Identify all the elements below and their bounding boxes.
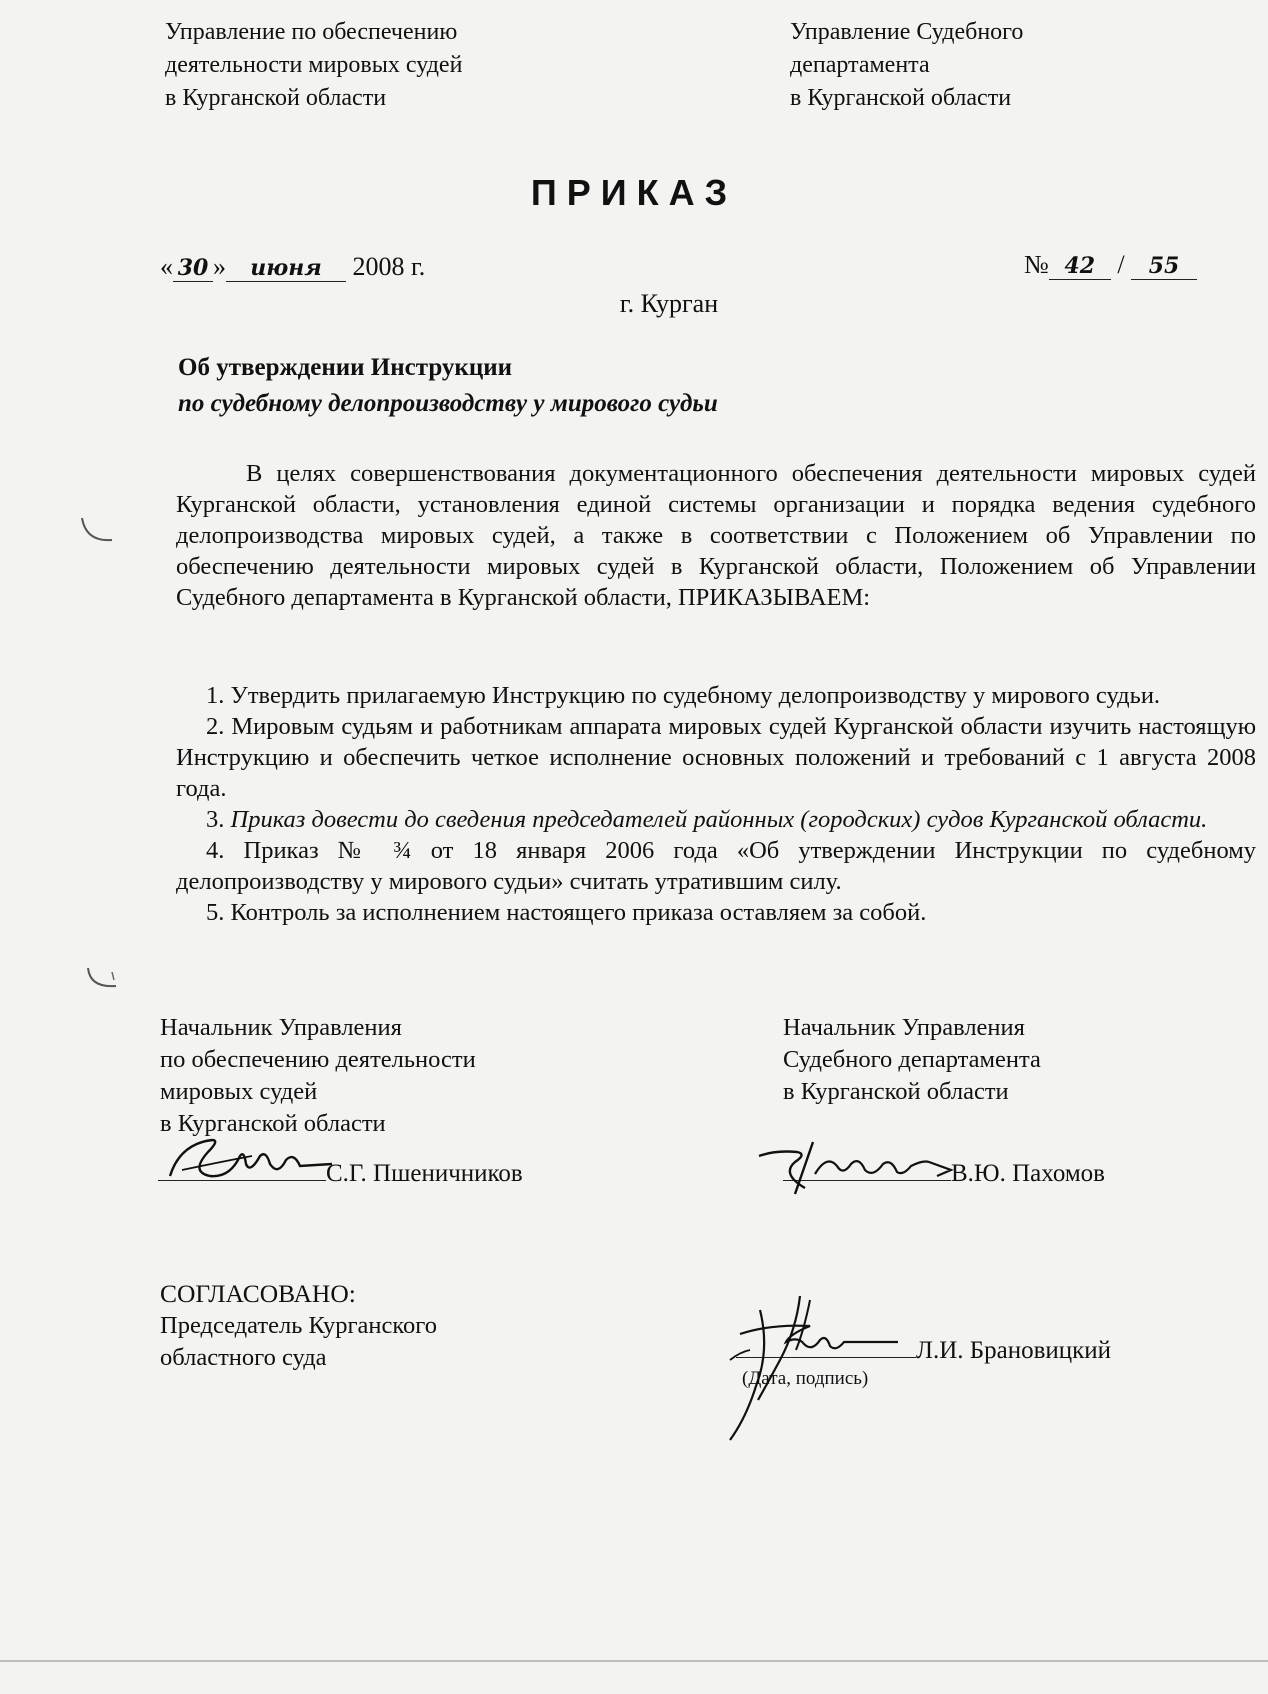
header-right-line-3: в Курганской области <box>790 85 1012 111</box>
signature-blank <box>158 1180 326 1181</box>
signature-blank <box>736 1357 916 1358</box>
date-close-quote: » <box>213 252 226 281</box>
approval-title-2: областного суда <box>160 1344 327 1371</box>
item-text: Контроль за исполнением настоящего приказа оставляем за собой. <box>230 899 927 926</box>
left-signer-title-1: Начальник Управления <box>160 1014 402 1041</box>
number-first-handwritten: 42 <box>1049 253 1111 280</box>
right-signer-title-2: Судебного департамента <box>783 1046 1041 1073</box>
item-text: Мировым судьям и работникам аппарата мировых судей Курганской области изучить настоящую Инструкцию и обеспечить четкое исполнение основных положений и требований с 1 августа 2008 года. <box>176 713 1257 802</box>
left-signer-title-4: в Курганской области <box>160 1110 386 1137</box>
signature-block-left <box>160 1012 476 1140</box>
number-prefix: № <box>1024 250 1049 279</box>
hole-punch-mark <box>78 512 118 552</box>
approval-heading: СОГЛАСОВАНО: <box>160 1279 356 1308</box>
document-number <box>1024 250 1197 280</box>
left-signer-title-2: по обеспечению деятельности <box>160 1046 476 1073</box>
item-number: 3. <box>206 806 225 833</box>
header-left-line-1: Управление по обеспечению <box>165 19 458 45</box>
header-right-line-2: департамента <box>790 52 930 78</box>
header-right-organization <box>790 16 1023 115</box>
approver-name: Л.И. Брановицкий <box>916 1337 1112 1364</box>
header-right-line-1: Управление Судебного <box>790 19 1024 45</box>
document-date <box>160 252 425 282</box>
approval-title-1: Председатель Курганского <box>160 1312 438 1339</box>
order-item-4 <box>176 835 1256 897</box>
date-day-handwritten: 30 <box>173 255 213 282</box>
number-separator: / <box>1117 250 1125 279</box>
right-signer-title-3: в Курганской области <box>783 1078 1009 1105</box>
order-item-2 <box>176 711 1256 804</box>
item-text: Приказ № ¾ от 18 января 2006 года «Об утверждении Инструкции по судебному делопроизводству у мирового судьи» считать утратившим силу. <box>176 837 1256 895</box>
header-left-line-2: деятельности мировых судей <box>165 52 463 78</box>
signature-line-approval <box>736 1337 1111 1365</box>
left-signer-name: С.Г. Пшеничников <box>326 1160 523 1187</box>
date-year: 2008 г. <box>352 252 426 281</box>
item-number: 2. <box>206 713 225 740</box>
hole-punch-mark <box>82 960 122 1000</box>
item-number: 4. <box>206 837 225 864</box>
signature-line-left <box>158 1160 523 1188</box>
order-items <box>176 680 1256 928</box>
subject-line-1: Об утверждении Инструкции <box>178 354 513 381</box>
signature-block-right <box>783 1012 1041 1108</box>
signature-blank <box>783 1180 951 1181</box>
date-open-quote: « <box>160 252 173 281</box>
date-month-handwritten: июня <box>226 255 346 282</box>
document-city: г. Курган <box>619 289 719 318</box>
number-second-handwritten: 55 <box>1131 253 1197 280</box>
item-number: 5. <box>206 899 225 926</box>
subject-line-2: по судебному делопроизводству у мирового судьи <box>178 390 718 417</box>
right-signer-name: В.Ю. Пахомов <box>951 1160 1105 1187</box>
item-text: Приказ довести до сведения председателей районных (городских) судов Курганской области. <box>230 806 1208 833</box>
item-text: Утвердить прилагаемую Инструкцию по судебному делопроизводству у мирового судьи. <box>230 682 1161 709</box>
document-subject <box>178 350 718 422</box>
approval-block <box>160 1278 437 1374</box>
scan-edge-line <box>0 1660 1268 1662</box>
left-signer-title-3: мировых судей <box>160 1078 318 1105</box>
header-left-organization <box>165 16 462 115</box>
document-title: ПРИКАЗ <box>530 172 738 213</box>
signature-line-right <box>783 1160 1105 1188</box>
right-signer-title-1: Начальник Управления <box>783 1014 1025 1041</box>
approval-note: (Дата, подпись) <box>742 1368 869 1389</box>
order-item-1 <box>176 680 1256 711</box>
item-number: 1. <box>206 682 225 709</box>
order-item-5 <box>176 897 1256 928</box>
header-left-line-3: в Курганской области <box>165 85 387 111</box>
order-item-3 <box>176 804 1256 835</box>
preamble-paragraph: В целях совершенствования документационного обеспечения деятельности мировых судей Курганской области, установления единой системы организации и порядка ведения судебного делопроизводства мировых судей, а также в соответствии с Положением об Управлении по обеспечению деятельности мировых судей в Курганской области, Положением об Управлении Судебного департамента в Курганской области, ПРИКАЗЫВАЕМ: <box>176 460 1256 611</box>
